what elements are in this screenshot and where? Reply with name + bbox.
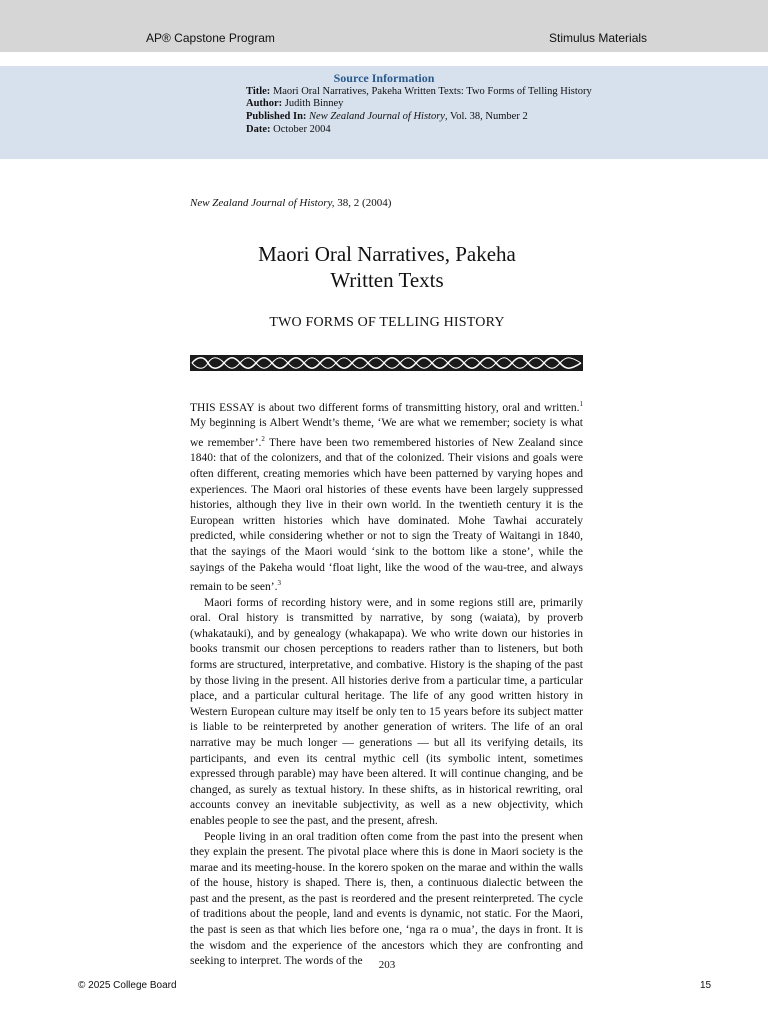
footnote-3[interactable]: 3 bbox=[277, 579, 281, 588]
paragraph-1-part-b: My beginning is Albert Wendt’s theme, ‘We are what we remember; society is what we remember’. bbox=[190, 417, 583, 449]
paragraph-1-part-c: There have been two remembered histories of New Zealand since 1840: that of the colonizers, and that of the colonized. Their visions and goals were often different, creating memories which have been patterned by varying hopes and experiences. The Maori oral histories of these events have been largely suppressed histories, although they live in their own world. In the twentieth century it is the European written histories which have dominated. Mohe Tawhai accurately predicted, while considering whether or not to sign the Treaty of Waitangi in 1840, that the sayings of the Maori would ‘sink to the bottom like a stone’, while the sayings of the Pakeha would ‘float light, like the wood of the wau-tree, and always remain to be seen’. bbox=[190, 436, 583, 594]
author-label: Author: bbox=[246, 98, 283, 109]
source-date-line bbox=[246, 124, 331, 135]
ornamental-divider bbox=[190, 355, 583, 371]
source-title-line bbox=[246, 86, 592, 97]
source-author-line bbox=[246, 98, 343, 109]
page-number: 15 bbox=[700, 980, 712, 991]
copyright-notice: © 2025 College Board bbox=[78, 980, 177, 991]
source-information-panel bbox=[0, 66, 768, 159]
paragraph-2: Maori forms of recording history were, and in some regions still are, primarily oral. Oral history is transmitted by narrative, by song (waiata), by proverb (whakatauki), and by genealogy (whakapapa). We who write down our histories in books transmit our chosen perceptions to readers rather than to listeners, but both forms are structured, interpretative, and combative. History is the shaping of the past by those living in the present. All histories derive from a particular time, a particular place, and a particular cultural heritage. The life of any good written history in Western European culture may itself be only ten to 15 years before its subject matter is liable to be reinterpreted by another generation of writers. The life of an oral narrative may be much longer — generations — but all its verifying details, its participants, and even its central mythic cell (its symbolic intent, sometimes expressed through parable) may have been altered. It will continue changing, and be changed, as surely as textual history. In these shifts, as in historical rewriting, oral accounts convey an inevitable subjectivity, as well as a new objectivity, which enables people to see the past, and the present, afresh. bbox=[190, 596, 583, 827]
article-title-line-2: Written Texts bbox=[330, 268, 444, 292]
journal-name: New Zealand Journal of History, bbox=[190, 197, 335, 209]
source-title: Maori Oral Narratives, Pakeha Written Texts: Two Forms of Telling History bbox=[272, 86, 592, 97]
title-label: Title: bbox=[246, 86, 271, 97]
paragraph-1-part-a: THIS ESSAY is about two different forms of transmitting history, oral and written. bbox=[190, 401, 580, 414]
published-label: Published In: bbox=[246, 111, 307, 122]
source-journal: New Zealand Journal of History bbox=[309, 111, 445, 122]
program-name: AP® Capstone Program bbox=[146, 31, 275, 45]
footnote-1[interactable]: 1 bbox=[579, 400, 583, 408]
journal-page-number: 203 bbox=[378, 959, 396, 971]
article-title bbox=[190, 241, 584, 293]
section-name: Stimulus Materials bbox=[549, 31, 648, 45]
date-label: Date: bbox=[246, 124, 271, 135]
source-date: October 2004 bbox=[273, 124, 331, 135]
article-subtitle: TWO FORMS OF TELLING HISTORY bbox=[269, 315, 505, 330]
source-published-line bbox=[246, 111, 528, 122]
paragraph-3: People living in an oral tradition often come from the past into the present when they explain the present. The pivotal place where this is done in Maori society is the marae and its meeting-house. In the korero spoken on the marae and within the walls of the house, history is shaped. There is, then, a continuous dialectic between the past and the present, as the past is reordered and the present reinterpreted. The cycle of traditions about the people, land and events is dynamic, not static. For the Maori, the past is seen as that which lies before one, ‘nga ra o mua’, the days in front. It is the wisdom and the experience of the ancestors which they are confronting and seeking to interpret. The words of the bbox=[190, 830, 583, 968]
top-header-bar bbox=[0, 0, 768, 52]
footnote-2[interactable]: 2 bbox=[261, 435, 265, 444]
source-heading: Source Information bbox=[333, 71, 435, 85]
journal-issue: 38, 2 (2004) bbox=[334, 197, 392, 209]
journal-reference bbox=[190, 197, 391, 209]
article-title-line-1: Maori Oral Narratives, Pakeha bbox=[258, 242, 516, 266]
source-volume: , Vol. 38, Number 2 bbox=[444, 111, 528, 122]
source-author: Judith Binney bbox=[284, 98, 344, 109]
article-body bbox=[190, 397, 583, 970]
paragraph-1 bbox=[190, 397, 583, 596]
